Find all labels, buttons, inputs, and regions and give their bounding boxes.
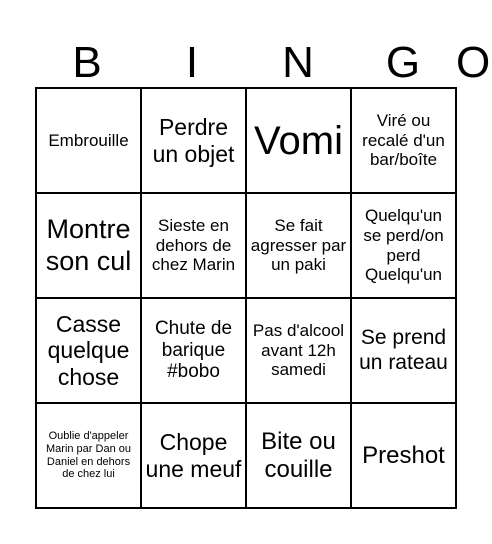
bingo-header: B I N G O	[35, 38, 457, 88]
bingo-cell[interactable]: Se fait agresser par un paki	[246, 193, 351, 298]
bingo-cell[interactable]: Vomi	[246, 88, 351, 193]
bingo-cell[interactable]: Casse quelque chose	[36, 298, 141, 403]
bingo-cell[interactable]: Sieste en dehors de chez Marin	[141, 193, 246, 298]
bingo-cell[interactable]: Chute de barique #bobo	[141, 298, 246, 403]
bingo-cell[interactable]: Viré ou recalé d'un bar/boîte	[351, 88, 456, 193]
header-letter-b: B	[72, 38, 102, 87]
bingo-cell[interactable]: Quelqu'un se perd/on perd Quelqu'un	[351, 193, 456, 298]
bingo-cell[interactable]: Pas d'alcool avant 12h samedi	[246, 298, 351, 403]
header-letter-n: N	[282, 38, 314, 87]
bingo-cell[interactable]: Oublie d'appeler Marin par Dan ou Daniel en dehors de chez lui	[36, 403, 141, 508]
bingo-cell[interactable]: Preshot	[351, 403, 456, 508]
bingo-cell[interactable]: Montre son cul	[36, 193, 141, 298]
bingo-cell[interactable]: Se prend un rateau	[351, 298, 456, 403]
bingo-cell[interactable]: Bite ou couille	[246, 403, 351, 508]
bingo-cell[interactable]: Perdre un objet	[141, 88, 246, 193]
bingo-cell[interactable]: Chope une meuf	[141, 403, 246, 508]
bingo-grid	[35, 87, 457, 509]
header-letter-i: I	[185, 38, 199, 87]
header-letter-g: G	[385, 38, 421, 87]
bingo-cell[interactable]: Embrouille	[36, 88, 141, 193]
